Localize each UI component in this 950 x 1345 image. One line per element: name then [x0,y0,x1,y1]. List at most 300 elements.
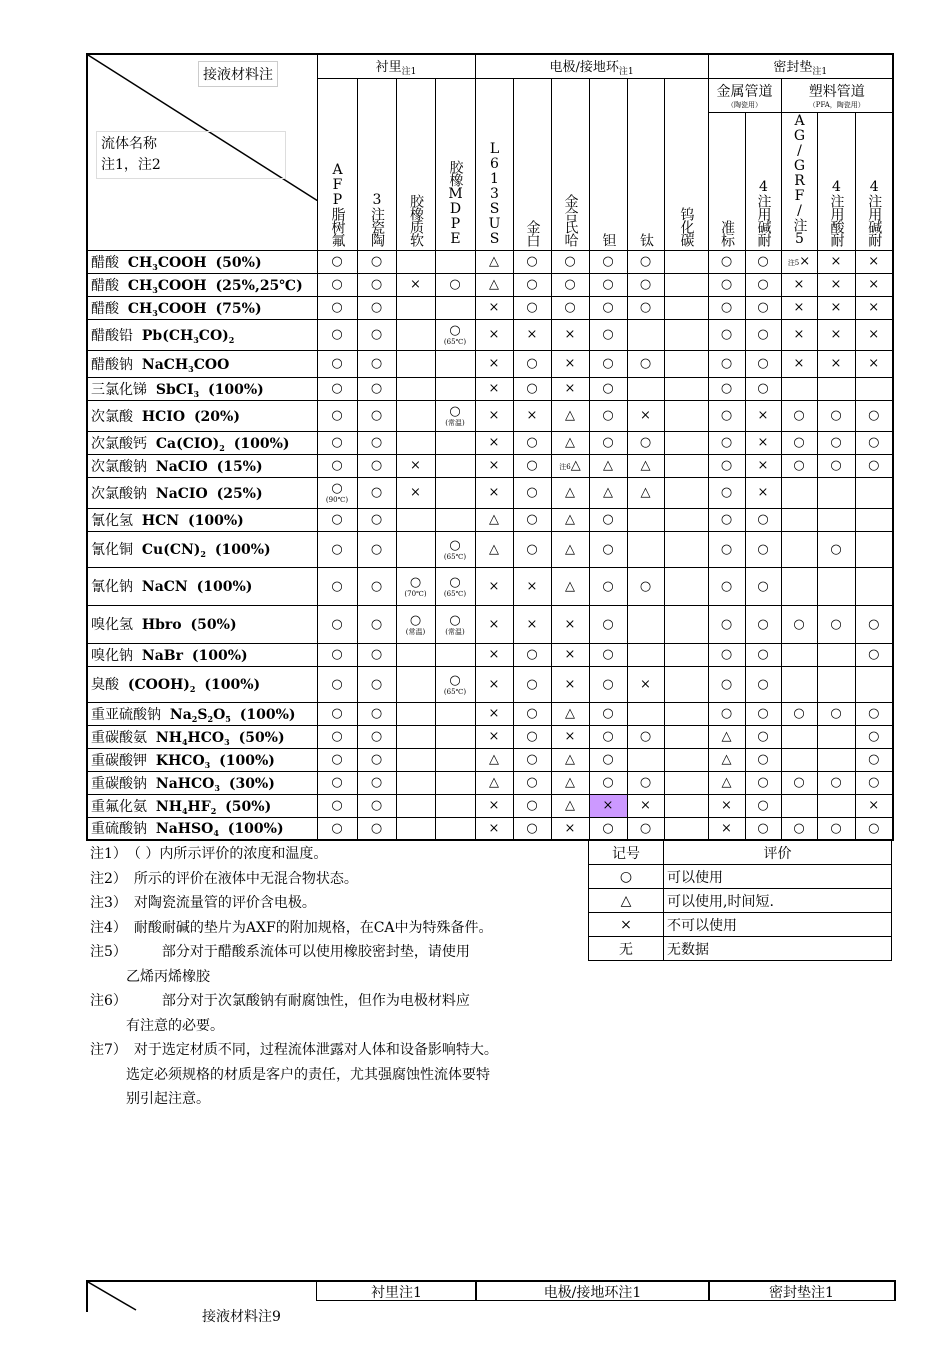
lining-header: 衬里$_{注1}$ [317,54,475,78]
rating-cell: ○ [513,377,551,400]
rating-cell: ○ [708,400,745,431]
rating-cell: ○ [817,605,855,643]
rating-cell: × [551,319,589,350]
table-row [87,531,893,567]
rating-cell: × [475,605,513,643]
rating-cell: ○ [357,296,396,319]
rating-cell: ○ [513,273,551,296]
column-header: L613SUS [475,78,513,250]
fluid-formula: $KHCO_3$ [155,752,211,770]
fluid-formula: $NH_4HF_2$ [155,798,217,816]
legend-symbol: △ [589,889,664,913]
column-header: 胶橡MDPE [435,78,475,250]
rating-cell: ○ [708,350,745,377]
fluid-name-cell [87,350,317,377]
rating-cell: ○ [317,702,357,725]
fluid-name-cell [87,400,317,431]
rating-cell: ○ [745,567,781,605]
rating-cell [817,477,855,508]
rating-cell: ○ [817,431,855,454]
fluid-concentration: (100%) [219,752,275,769]
fluid-name: 醋酸 [91,300,119,317]
fluid-formula: SbCI$_3$ [155,381,200,399]
rating-cell: ○ [589,250,627,273]
rating-cell: ○ [817,531,855,567]
rating-cell: ○ [317,431,357,454]
note-4: 注4） 耐酸耐碱的垫片为AXF的附加规格，在CA中为特殊备件。 [90,919,493,936]
table-row [87,350,893,377]
rating-cell: ○ [317,400,357,431]
legend-eval: 无数据 [664,937,892,961]
rating-cell [781,477,817,508]
fluid-concentration: (100%) [227,821,284,838]
rating-cell: △ [627,454,664,477]
rating-cell: △ [589,477,627,508]
fluid-name-cell [87,643,317,666]
rating-cell: ○ [317,725,357,748]
rating-cell: ○ [589,771,627,794]
rating-cell: ○ [627,817,664,840]
table-row [87,702,893,725]
rating-cell: ○ [589,377,627,400]
rating-cell: ○ [513,702,551,725]
rating-cell [781,725,817,748]
rating-cell: ○ [357,567,396,605]
rating-cell [664,771,708,794]
rating-cell [817,725,855,748]
rating-cell: ○ [855,400,893,431]
rating-cell [781,794,817,817]
rating-cell: ○ [708,605,745,643]
rating-cell: ○ [708,567,745,605]
rating-cell [396,319,435,350]
fluid-name: 重硫酸钠 [91,821,147,838]
rating-cell [435,794,475,817]
note-7: 注7） 对于选定材质不同，过程流体泄露对人体和设备影响特大。 [90,1042,498,1058]
rating-cell: ○ [781,605,817,643]
table-row [87,605,893,643]
rating-cell: ○ [589,605,627,643]
table-row [87,296,893,319]
rating-cell: ○ [357,702,396,725]
rating-cell: ○ (70℃) [396,567,435,605]
fluid-formula: $NH_4HCO_3$ [155,729,230,747]
rating-cell: ○ [317,817,357,840]
rating-cell [664,477,708,508]
rating-cell: ○ (常温) [435,605,475,643]
column-header: 4注用碱耐 [855,112,893,250]
rating-cell: △ [708,771,745,794]
rating-cell: ○ [317,748,357,771]
rating-cell: ○ [855,702,893,725]
rating-cell: ○ [708,508,745,531]
rating-cell [396,794,435,817]
rating-cell: ○ (65℃) [435,666,475,702]
rating-cell: △ [551,508,589,531]
rating-cell: △ [708,748,745,771]
rating-cell: ○ [781,771,817,794]
fluid-name-cell [87,666,317,702]
fluid-name-cell [87,771,317,794]
rating-cell: ○ [513,477,551,508]
rating-cell: ○ [357,273,396,296]
rating-cell: ○ [589,508,627,531]
rating-cell: ○ [627,250,664,273]
fluid-formula: $Na_2S_2O_5$ [169,706,231,724]
rating-cell [664,273,708,296]
rating-cell: △ [551,794,589,817]
next-page-header [86,1280,893,1325]
rating-cell [396,508,435,531]
rating-cell [396,350,435,377]
rating-cell [664,643,708,666]
rating-cell: ○ [589,296,627,319]
rating-cell: ○ [627,273,664,296]
column-header: 4注用酸耐 [817,112,855,250]
rating-cell: ○ (常温) [396,605,435,643]
rating-cell [627,748,664,771]
table-row [87,477,893,508]
rating-cell: × [551,725,589,748]
rating-cell: × [551,377,589,400]
fluid-concentration: (100%) [207,381,264,398]
rating-cell [627,643,664,666]
rating-cell: ○ [357,508,396,531]
rating-cell [664,508,708,531]
rating-cell: △ [551,531,589,567]
rating-cell [664,350,708,377]
fluid-formula: NaHCO$_3$ [155,775,220,793]
rating-cell: ○ [708,431,745,454]
rating-cell: ○ [627,350,664,377]
rating-cell: ○ [855,431,893,454]
rating-cell: ○ [855,643,893,666]
rating-cell: ○ [357,400,396,431]
rating-cell: ○ [708,377,745,400]
rating-cell: ○ (65℃) [435,319,475,350]
rating-cell: ○ [745,250,781,273]
rating-cell: ○ [589,817,627,840]
fluid-name: 氰化氢 [91,512,133,529]
rating-cell: △ [475,748,513,771]
fluid-name-cell [87,508,317,531]
rating-cell: ○ [627,296,664,319]
rating-cell: × [475,794,513,817]
rating-cell: ○ [513,350,551,377]
rating-cell [817,377,855,400]
next-lining-header: 衬里注1 [316,1280,477,1301]
rating-cell: ○ [551,250,589,273]
rating-cell: ○ [708,454,745,477]
rating-cell: × [475,725,513,748]
rating-cell [435,771,475,794]
rating-cell: ○ [357,643,396,666]
rating-cell [817,643,855,666]
rating-cell: ○ [357,477,396,508]
rating-cell: ○ [551,296,589,319]
rating-cell: × [781,296,817,319]
rating-cell: × [855,794,893,817]
rating-cell [817,794,855,817]
rating-cell [435,748,475,771]
fluid-name: 重碳酸钠 [91,775,147,792]
fluid-name-cell [87,817,317,840]
rating-cell: × [396,454,435,477]
rating-cell: ○ [708,643,745,666]
rating-cell: ○ [745,296,781,319]
rating-cell: × [817,350,855,377]
rating-cell [664,319,708,350]
column-header: 3注瓷陶 [357,78,396,250]
legend-eval: 可以使用,时间短. [664,889,892,913]
rating-cell: × [708,794,745,817]
table-row [87,794,893,817]
rating-cell: ○ [589,273,627,296]
column-header: 金合氏哈 [551,78,589,250]
note-2: 注2） 所示的评价在液体中无混合物状态。 [90,870,358,887]
rating-cell [855,666,893,702]
rating-cell: ○ [357,817,396,840]
fluid-name: 醋酸 [91,277,119,294]
fluid-formula: $CH_3COOH$ [127,277,207,295]
rating-cell: × [551,666,589,702]
fluid-name-cell [87,531,317,567]
rating-cell: ○ [357,666,396,702]
rating-cell: ○ [708,477,745,508]
fluid-formula: $CH_3COOH$ [127,254,207,272]
rating-cell [664,431,708,454]
rating-cell: ○ [745,531,781,567]
rating-cell: ○ [745,273,781,296]
fluid-name: 嗅化钠 [91,647,133,664]
rating-cell: ○ [855,748,893,771]
rating-cell: ○ [745,319,781,350]
fluid-name: 重亚硫酸钠 [91,706,161,723]
rating-cell: × [513,400,551,431]
rating-cell: ○ [357,794,396,817]
rating-cell [627,508,664,531]
rating-cell [817,567,855,605]
rating-cell: ○ [855,454,893,477]
rating-cell: × [551,605,589,643]
rating-cell [855,531,893,567]
table-row [87,319,893,350]
fluid-name: 次氯酸 [91,408,133,425]
table-row [87,725,893,748]
rating-cell [435,508,475,531]
rating-cell: ○ [817,400,855,431]
rating-cell: △ [475,531,513,567]
rating-cell: ○ [745,666,781,702]
rating-cell [396,400,435,431]
rating-cell: × [475,350,513,377]
rating-cell [781,567,817,605]
fluid-formula: $Ca(CIO)_2$ [155,435,225,453]
rating-cell: ○ [357,250,396,273]
rating-cell: ○ [357,725,396,748]
table-row [87,666,893,702]
rating-cell: ○ [317,531,357,567]
rating-cell: × [396,273,435,296]
rating-cell: △ [551,771,589,794]
column-header: 金白 [513,78,551,250]
rating-cell: ○ [317,605,357,643]
rating-cell: ○ [627,567,664,605]
rating-cell: ○ [589,350,627,377]
rating-cell [396,817,435,840]
rating-cell: ○ (常温) [435,400,475,431]
rating-cell: × [475,296,513,319]
rating-cell: ○ [589,400,627,431]
rating-cell: ○ [708,319,745,350]
rating-cell: ○ [317,273,357,296]
rating-cell [435,350,475,377]
rating-cell [664,666,708,702]
plastic-pipe-header: 塑料管道 （PFA，陶瓷用） [781,78,893,112]
rating-cell: × [513,319,551,350]
rating-cell: × [627,794,664,817]
rating-cell: ○ [745,817,781,840]
fluid-formula: NaCH$_3$COO [141,356,230,374]
rating-cell: 注6△ [551,454,589,477]
rating-cell: × [855,296,893,319]
column-header: 准标 [708,112,745,250]
note-5: 注5） 部分对于醋酸系流体可以使用橡胶密封垫，请使用 [90,944,470,960]
rating-cell: × [855,273,893,296]
fluid-concentration: (100%) [187,512,244,529]
fluid-formula: Hbro [141,617,182,633]
rating-cell: ○ [745,605,781,643]
rating-cell: ○ [317,567,357,605]
legend-symbol: ○ [589,865,664,889]
table-row [87,273,893,296]
rating-cell: △ [551,748,589,771]
table-row [87,748,893,771]
fluid-name: 醋酸 [91,254,119,271]
column-header: AG/GRF/注5 [781,112,817,250]
fluid-name: 重碳酸氨 [91,729,147,746]
rating-cell: ○ [357,605,396,643]
rating-cell: ○ [708,273,745,296]
rating-cell: × [817,273,855,296]
rating-cell [396,431,435,454]
rating-cell [435,817,475,840]
rating-cell: ○ [589,725,627,748]
rating-cell: × [475,643,513,666]
rating-cell: ○ [513,508,551,531]
rating-cell: ○ [513,794,551,817]
rating-cell: × [855,319,893,350]
rating-cell: ○ [513,725,551,748]
fluid-concentration: (25%) [216,485,263,502]
rating-cell: ○ [513,531,551,567]
rating-cell: ○ [513,250,551,273]
rating-cell: ○ [435,273,475,296]
fluid-name: 重氟化氨 [91,798,147,815]
next-material-label: 接液材料注9 [202,1309,281,1325]
rating-cell: ○ [589,643,627,666]
rating-cell: × [475,319,513,350]
rating-cell: × [589,794,627,817]
rating-cell: ○ [745,794,781,817]
fluid-formula: $CH_3COOH$ [127,300,207,318]
rating-cell: ○ [817,702,855,725]
rating-cell: × [817,250,855,273]
rating-cell [817,666,855,702]
fluid-name: 醋酸铅 [91,327,133,344]
fluid-name: 氰化钠 [91,579,133,595]
rating-cell: △ [551,702,589,725]
rating-cell: × [781,350,817,377]
rating-cell: × [475,817,513,840]
fluid-name-cell [87,454,317,477]
rating-cell [435,250,475,273]
rating-cell: × [855,250,893,273]
table-row [87,508,893,531]
rating-cell: ○ [357,319,396,350]
rating-cell: ○ [708,702,745,725]
column-header: 钨化碳 [664,78,708,250]
rating-cell [396,531,435,567]
notes-block [90,842,580,1112]
rating-cell [817,748,855,771]
rating-cell [627,702,664,725]
fluid-label: 流体名称 注1，注2 [96,131,286,179]
rating-cell [627,377,664,400]
rating-cell: ○ [589,567,627,605]
rating-cell: × [475,702,513,725]
fluid-name-cell [87,319,317,350]
electrode-header: 电极/接地环$_{注1}$ [475,54,708,78]
rating-cell: △ [475,250,513,273]
fluid-concentration: (50%) [225,798,272,815]
fluid-concentration: (100%) [239,706,296,723]
rating-cell [855,567,893,605]
fluid-name: 次氯酸钙 [91,435,147,452]
fluid-name-cell [87,702,317,725]
rating-cell: ○ [708,531,745,567]
rating-cell: △ [551,431,589,454]
rating-cell: ○ [317,508,357,531]
rating-cell [664,531,708,567]
rating-cell: ○ [551,273,589,296]
rating-cell: × [475,454,513,477]
rating-cell: ○ [589,748,627,771]
fluid-concentration: (25%,25℃) [215,277,303,294]
rating-cell: ○ [317,319,357,350]
rating-cell: × [817,319,855,350]
rating-cell: ○ [357,748,396,771]
rating-cell: △ [551,567,589,605]
rating-cell [855,377,893,400]
fluid-concentration: (100%) [196,579,253,595]
rating-cell: ○ [513,431,551,454]
rating-cell: × [627,666,664,702]
rating-cell: ○ [357,454,396,477]
column-header: AFP脂树氟 [317,78,357,250]
rating-cell [664,817,708,840]
rating-cell: ○ (65℃) [435,567,475,605]
material-label: 接液材料注 [198,61,278,87]
rating-cell [435,725,475,748]
rating-cell: ○ [745,350,781,377]
table-row [87,250,893,273]
rating-cell: ○ [513,748,551,771]
rating-cell: × [745,454,781,477]
rating-cell: × [475,377,513,400]
fluid-formula: NaHSO$_4$ [155,821,219,839]
rating-cell [396,748,435,771]
